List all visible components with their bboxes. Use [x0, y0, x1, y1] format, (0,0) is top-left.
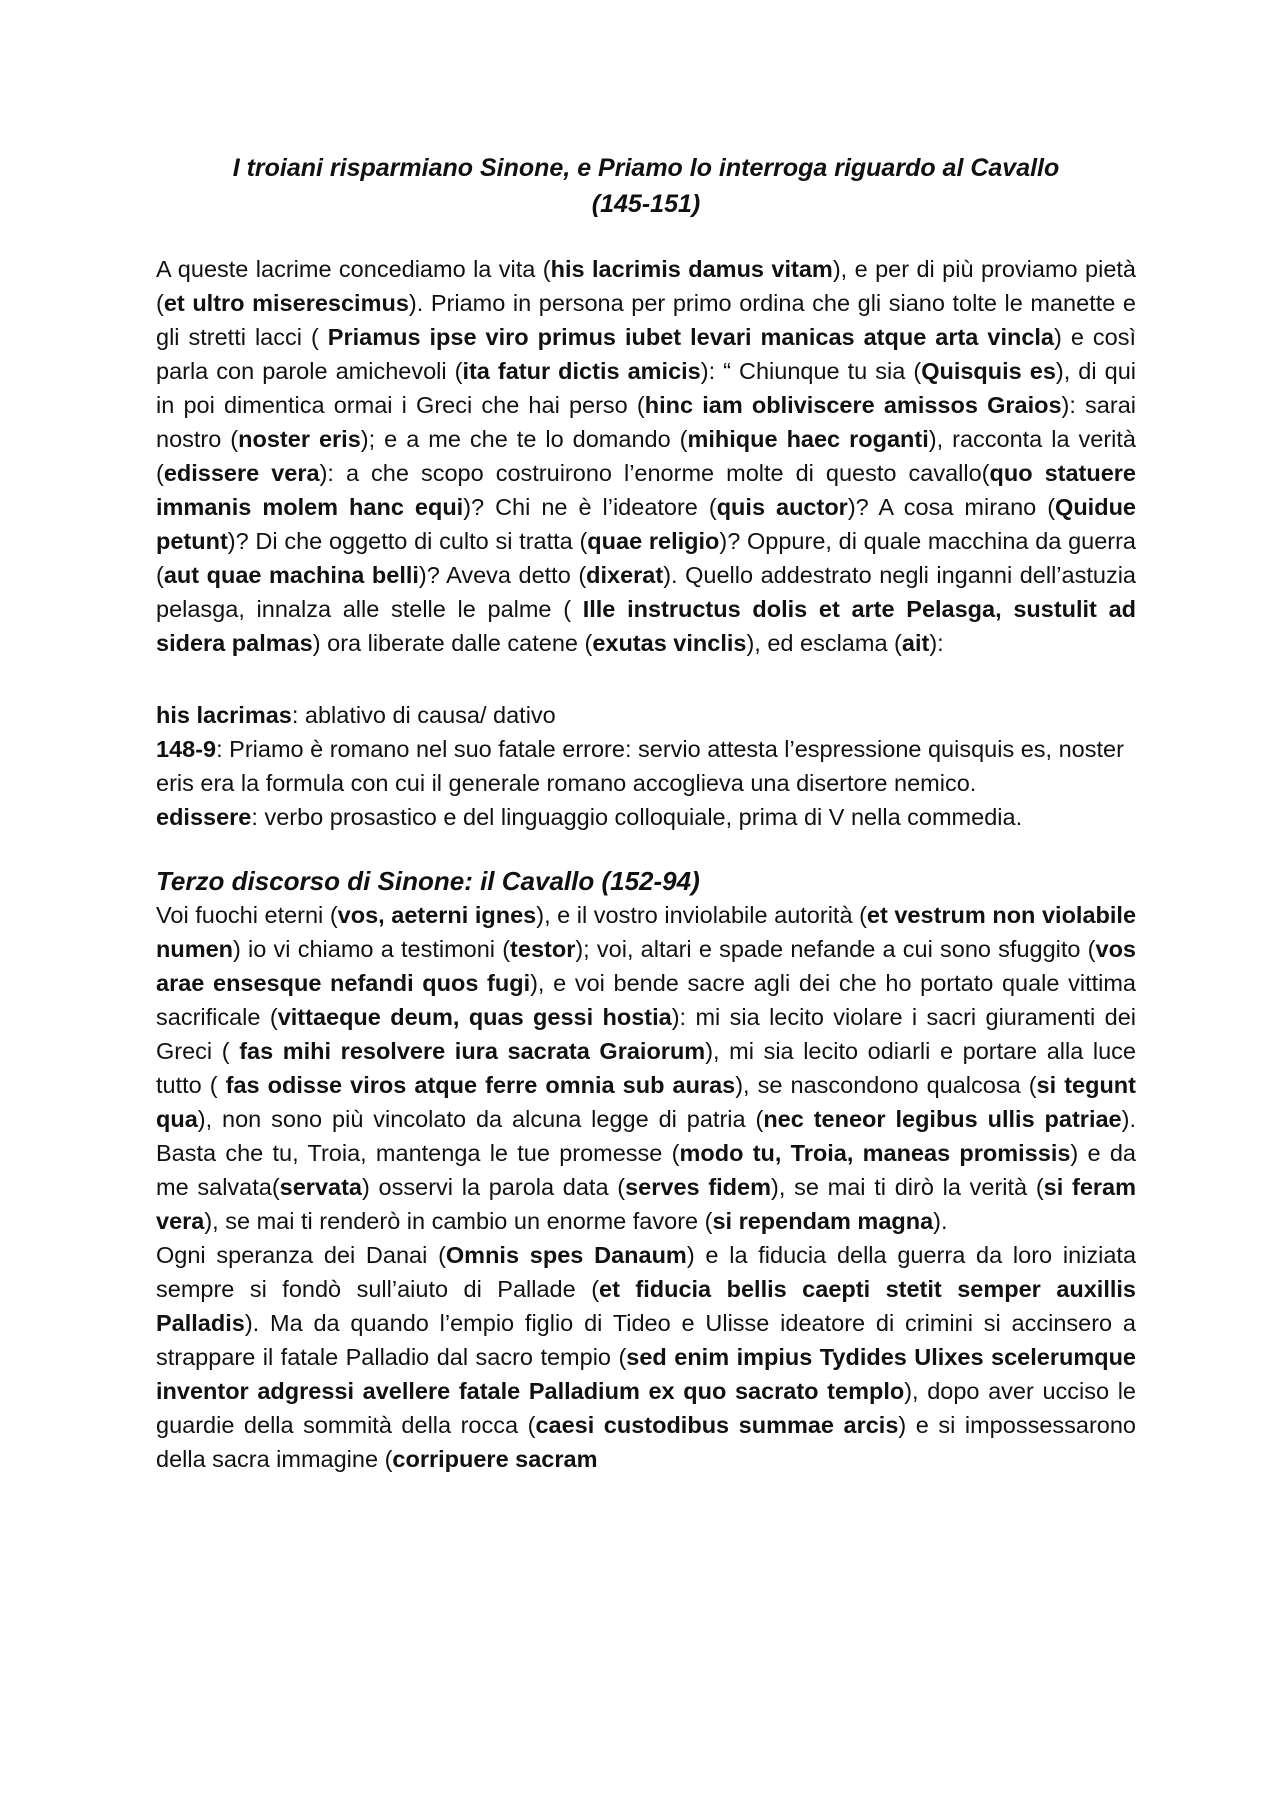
note-edissere [156, 800, 1136, 834]
latin-quote: Omnis spes Danaum [445, 1242, 687, 1268]
text-run: ). Ma da quando l’empio figlio di Tideo e Ulisse ideatore di crimini si accinsero a strappare il fatale Palladio dal sacro tempio ( [156, 1310, 1136, 1370]
text-run: ): a che scopo costruirono l’enorme molte di questo cavallo( [319, 460, 990, 486]
latin-quote: edissere vera [163, 460, 320, 486]
text-run: ), racconta la verità ( [156, 426, 1136, 486]
text-run: Ogni speranza dei Danai ( [156, 1242, 446, 1268]
latin-quote: edissere [156, 804, 252, 830]
text-run: ). [933, 1208, 948, 1234]
latin-quote: Quidue petunt [156, 494, 1136, 554]
latin-quote: quis auctor [716, 494, 848, 520]
text-run: )? A cosa mirano ( [847, 494, 1056, 520]
latin-quote: serves fidem [625, 1174, 771, 1200]
latin-quote: mihique haec roganti [687, 426, 929, 452]
text-run: ), dopo aver ucciso le guardie della sommità della rocca ( [156, 1378, 1136, 1438]
text-run: ), e il vostro inviolabile autorità ( [536, 902, 867, 928]
text-run: ): mi sia lecito violare i sacri giuramenti dei Greci ( [156, 1004, 1136, 1064]
latin-quote: his lacrimis damus vitam [550, 256, 833, 282]
text-run: ), non sono più vincolato da alcuna legge di patria ( [197, 1106, 764, 1132]
text-run: )? Oppure, di quale macchina da guerra ( [156, 528, 1136, 588]
latin-quote: si rependam magna [712, 1208, 934, 1234]
notes-block [156, 698, 1136, 834]
latin-quote: exutas vinclis [592, 630, 747, 656]
latin-quote: vos, aeterni ignes [337, 902, 537, 928]
text-run: : Priamo è romano nel suo fatale errore: servio attesta l’espressione quisquis es, noster eris era la formula con cui il generale romano accoglieva una disertore nemico. [156, 736, 1124, 796]
text-run: ); voi, altari e spade nefande a cui sono sfuggito ( [575, 936, 1096, 962]
latin-quote: si tegunt qua [156, 1072, 1136, 1132]
text-run: ) e così parla con parole amichevoli ( [156, 324, 1136, 384]
text-run: )? Aveva detto ( [418, 562, 587, 588]
latin-quote: quo statuere immanis molem hanc equi [156, 460, 1137, 520]
latin-quote: Ille instructus dolis et arte Pelasga, sustulit ad sidera palmas [156, 596, 1136, 656]
note-148-9 [156, 732, 1136, 800]
note-his-lacrimas [156, 698, 1136, 732]
latin-quote: dixerat [586, 562, 664, 588]
document-page [156, 150, 1136, 1476]
latin-quote: hinc iam obliviscere amissos Graios [644, 392, 1062, 418]
latin-quote: nec teneor legibus ullis patriae [763, 1106, 1122, 1132]
text-run: A queste lacrime concediamo la vita ( [156, 256, 551, 282]
paragraph-priamo [156, 252, 1136, 660]
latin-quote: noster eris [238, 426, 361, 452]
text-run: ): [929, 630, 944, 656]
text-run: )? Chi ne è l’ideatore ( [463, 494, 717, 520]
latin-quote: et vestrum non violabile numen [156, 902, 1137, 962]
latin-quote: ait [901, 630, 930, 656]
latin-quote: modo tu, Troia, maneas promissis [679, 1140, 1071, 1166]
text-run: ), e voi bende sacre agli dei che ho portato quale vittima sacrificale ( [156, 970, 1137, 1030]
latin-quote: 148-9 [156, 736, 217, 762]
latin-quote: fas mihi resolvere iura sacrata Graiorum [239, 1038, 706, 1064]
title-line-2: (145-151) [591, 190, 701, 218]
latin-quote: et ultro miserescimus [163, 290, 409, 316]
latin-quote: corripuere sacram [392, 1446, 598, 1472]
text-run: ) e si impossessarono della sacra immagine ( [156, 1412, 1136, 1472]
text-run: ): “ Chiunque tu sia ( [700, 358, 922, 384]
text-run: : verbo prosastico e del linguaggio colloquiale, prima di V nella commedia. [251, 804, 1023, 830]
text-run: ) osservi la parola data ( [362, 1174, 626, 1200]
text-run: ). Basta che tu, Troia, mantenga le tue promesse ( [156, 1106, 1136, 1166]
latin-quote: vittaeque deum, quas gessi hostia [277, 1004, 672, 1030]
latin-quote: aut quae machina belli [163, 562, 419, 588]
latin-quote: caesi custodibus summae arcis [535, 1412, 899, 1438]
text-run: ), mi sia lecito odiarli e portare alla luce tutto ( [156, 1038, 1137, 1098]
text-run: ), di qui in poi dimentica ormai i Greci che hai perso ( [156, 358, 1136, 418]
text-run: ), se mai ti dirò la verità ( [771, 1174, 1044, 1200]
text-run: ) ora liberate dalle catene ( [312, 630, 593, 656]
page-title [156, 150, 1136, 222]
latin-quote: ita fatur dictis amicis [462, 358, 701, 384]
text-run: Voi fuochi eterni ( [156, 902, 338, 928]
paragraph-sinone-palladio [156, 1238, 1136, 1476]
latin-quote: testor [510, 936, 576, 962]
latin-quote: Priamus ipse viro primus iubet levari manicas atque arta vincla [327, 324, 1054, 350]
latin-quote: quae religio [587, 528, 720, 554]
latin-quote: Quisquis es [921, 358, 1056, 384]
text-run: ) io vi chiamo a testimoni ( [233, 936, 511, 962]
latin-quote: his lacrimas [156, 702, 292, 728]
text-run: )? Di che oggetto di culto si tratta ( [227, 528, 588, 554]
latin-quote: vos arae ensesque nefandi quos fugi [156, 936, 1136, 996]
title-line-1: I troiani risparmiano Sinone, e Priamo lo interroga riguardo al Cavallo [232, 154, 1060, 182]
text-run: ) e da me salvata( [156, 1140, 1136, 1200]
text-run: ), se nascondono qualcosa ( [735, 1072, 1037, 1098]
text-run: ), se mai ti renderò in cambio un enorme favore ( [204, 1208, 713, 1234]
latin-quote: sed enim impius Tydides Ulixes scelerumque inventor adgressi avellere fatale Palladium ex quo sacrato templo [156, 1344, 1136, 1404]
text-run: ). Quello addestrato negli inganni dell’astuzia pelasga, innalza alle stelle le palme ( [156, 562, 1136, 622]
text-run: ) e la fiducia della guerra da loro iniziata sempre si fondò sull’aiuto di Pallade ( [156, 1242, 1137, 1302]
latin-quote: et fiducia bellis caepti stetit semper auxillis Palladis [156, 1276, 1136, 1336]
section-heading: Terzo discorso di Sinone: il Cavallo (152-94) [156, 866, 700, 896]
latin-quote: fas odisse viros atque ferre omnia sub auras [225, 1072, 736, 1098]
latin-quote: si feram vera [156, 1174, 1137, 1234]
latin-quote: servata [279, 1174, 362, 1200]
text-run: : ablativo di causa/ dativo [291, 702, 556, 728]
text-run: ), ed esclama ( [746, 630, 902, 656]
text-run: ): sarai nostro ( [156, 392, 1136, 452]
paragraph-sinone-oath [156, 898, 1136, 1238]
text-run: ); e a me che te lo domando ( [360, 426, 688, 452]
text-run: ), e per di più proviamo pietà ( [156, 256, 1136, 316]
text-run: ). Priamo in persona per primo ordina che gli siano tolte le manette e gli stretti lacci ( [156, 290, 1136, 350]
